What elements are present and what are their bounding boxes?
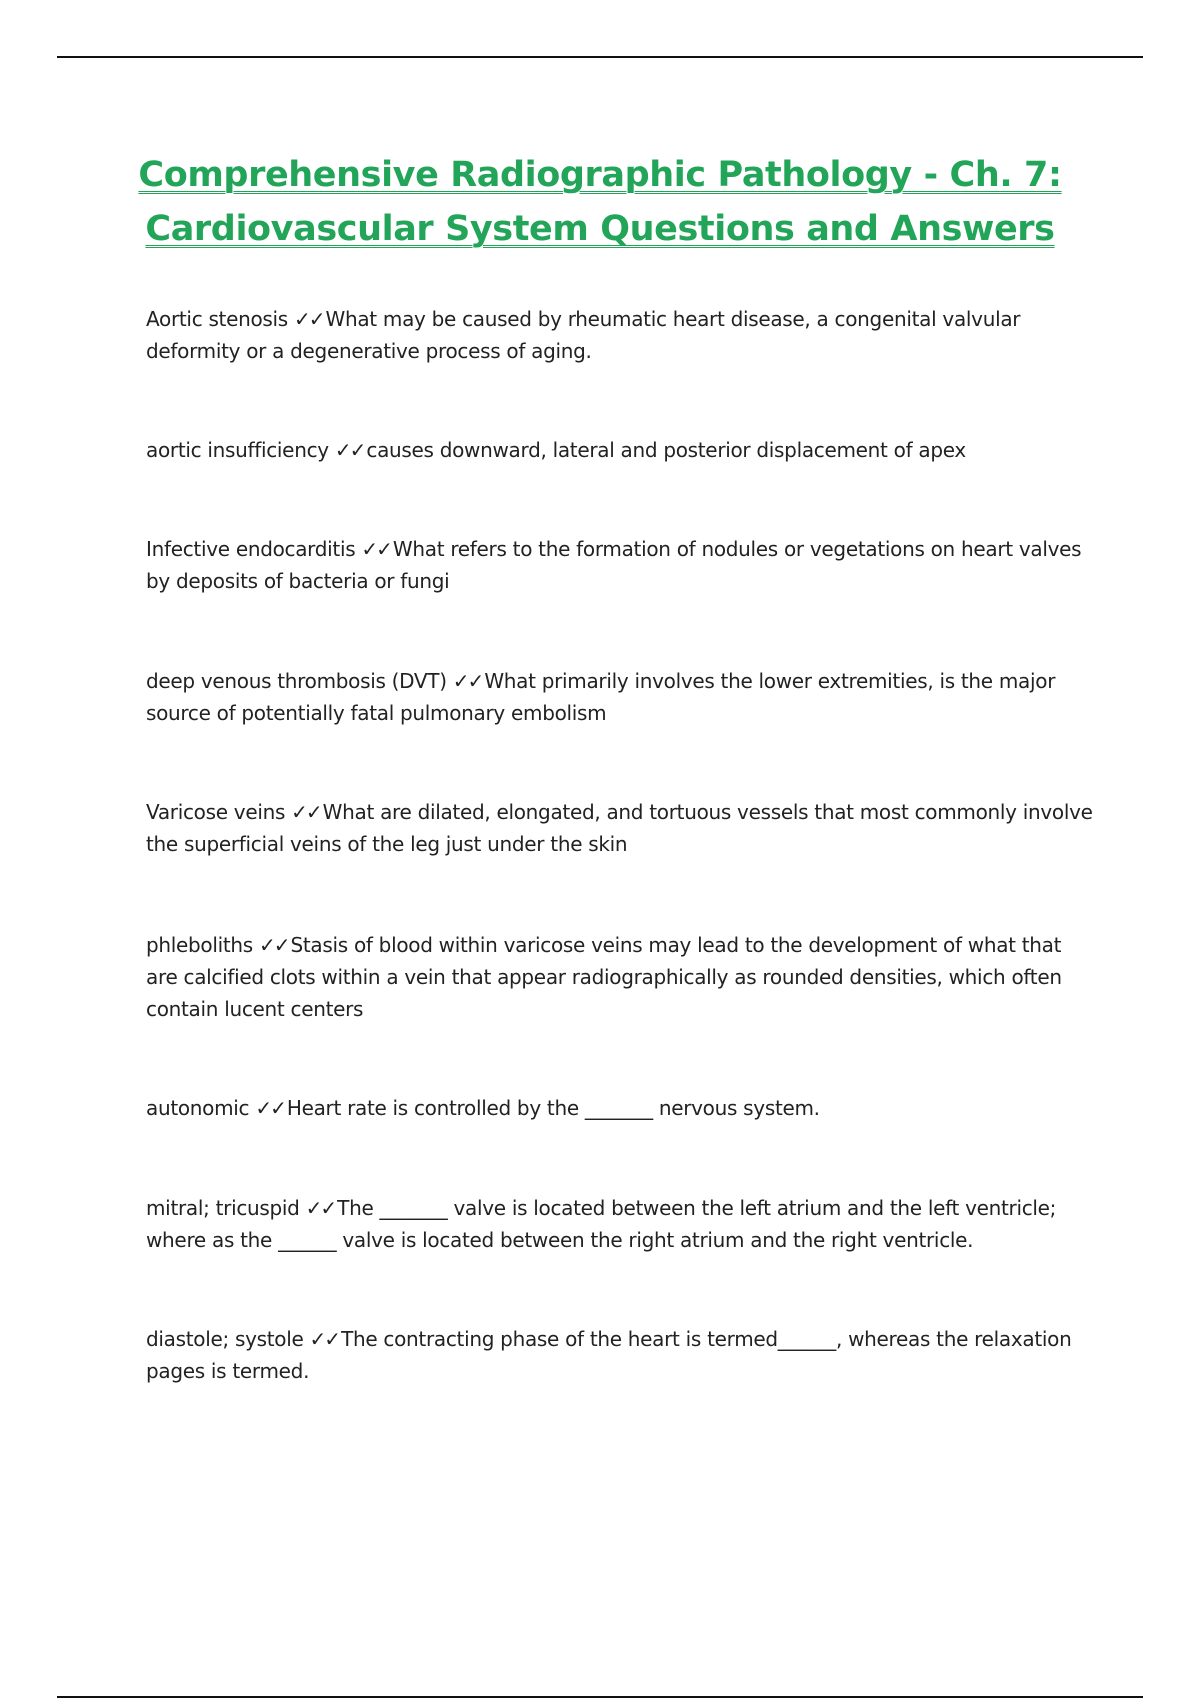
qa-question: causes downward, lateral and posterior displacement of apex: [366, 438, 966, 462]
qa-answer: mitral; tricuspid: [146, 1196, 300, 1220]
qa-item-varicose-veins: [146, 796, 1096, 860]
check-mark-icon: ✓✓: [452, 669, 483, 693]
qa-answer: deep venous thrombosis (DVT): [146, 669, 447, 693]
check-mark-icon: ✓✓: [309, 1327, 340, 1351]
check-mark-icon: ✓✓: [293, 307, 324, 331]
top-rule: [57, 56, 1143, 58]
document-title: [60, 148, 1140, 256]
qa-answer: phleboliths: [146, 933, 253, 957]
qa-item-mitral-tricuspid: [146, 1192, 1096, 1256]
qa-item-diastole-systole: [146, 1323, 1096, 1387]
qa-answer: autonomic: [146, 1096, 250, 1120]
qa-item-autonomic: [146, 1092, 1096, 1124]
qa-question: What primarily involves the lower extremities, is the major source of potentially fatal pulmonary embolism: [146, 669, 1056, 725]
qa-question: Stasis of blood within varicose veins may lead to the development of what that are calcified clots within a vein that appear radiographically as rounded densities, which often contain lucent centers: [146, 933, 1062, 1021]
qa-item-aortic-insufficiency: [146, 434, 1096, 466]
check-mark-icon: ✓✓: [291, 800, 321, 824]
qa-item-infective-endocarditis: [146, 533, 1096, 597]
qa-answer: diastole; systole: [146, 1327, 304, 1351]
qa-question: The _______ valve is located between the left atrium and the left ventricle; where as the ______ valve is located between the right atrium and the right ventricle.: [146, 1196, 1057, 1252]
check-mark-icon: ✓✓: [361, 537, 391, 561]
check-mark-icon: ✓✓: [258, 933, 289, 957]
bottom-rule: [57, 1696, 1143, 1698]
check-mark-icon: ✓✓: [334, 438, 365, 462]
qa-item-deep-venous-thrombosis: [146, 665, 1096, 729]
qa-question: What are dilated, elongated, and tortuous vessels that most commonly involve the superficial veins of the leg just under the skin: [146, 800, 1093, 856]
check-mark-icon: ✓✓: [255, 1096, 285, 1120]
qa-answer: Infective endocarditis: [146, 537, 356, 561]
title-line-2: Cardiovascular System Questions and Answers: [145, 209, 1055, 249]
qa-answer: aortic insufficiency: [146, 438, 329, 462]
qa-question: Heart rate is controlled by the _______ nervous system.: [286, 1096, 820, 1120]
qa-item-phleboliths: [146, 929, 1096, 1025]
qa-answer: Varicose veins: [146, 800, 286, 824]
qa-answer: Aortic stenosis: [146, 307, 288, 331]
check-mark-icon: ✓✓: [305, 1196, 336, 1220]
qa-question: The contracting phase of the heart is termed______, whereas the relaxation pages is termed.: [146, 1327, 1072, 1383]
qa-question: What refers to the formation of nodules or vegetations on heart valves by deposits of bacteria or fungi: [146, 537, 1082, 593]
title-line-1: Comprehensive Radiographic Pathology - Ch. 7:: [138, 155, 1062, 195]
qa-item-aortic-stenosis: [146, 303, 1096, 367]
qa-question: What may be caused by rheumatic heart disease, a congenital valvular deformity or a degenerative process of aging.: [146, 307, 1021, 363]
